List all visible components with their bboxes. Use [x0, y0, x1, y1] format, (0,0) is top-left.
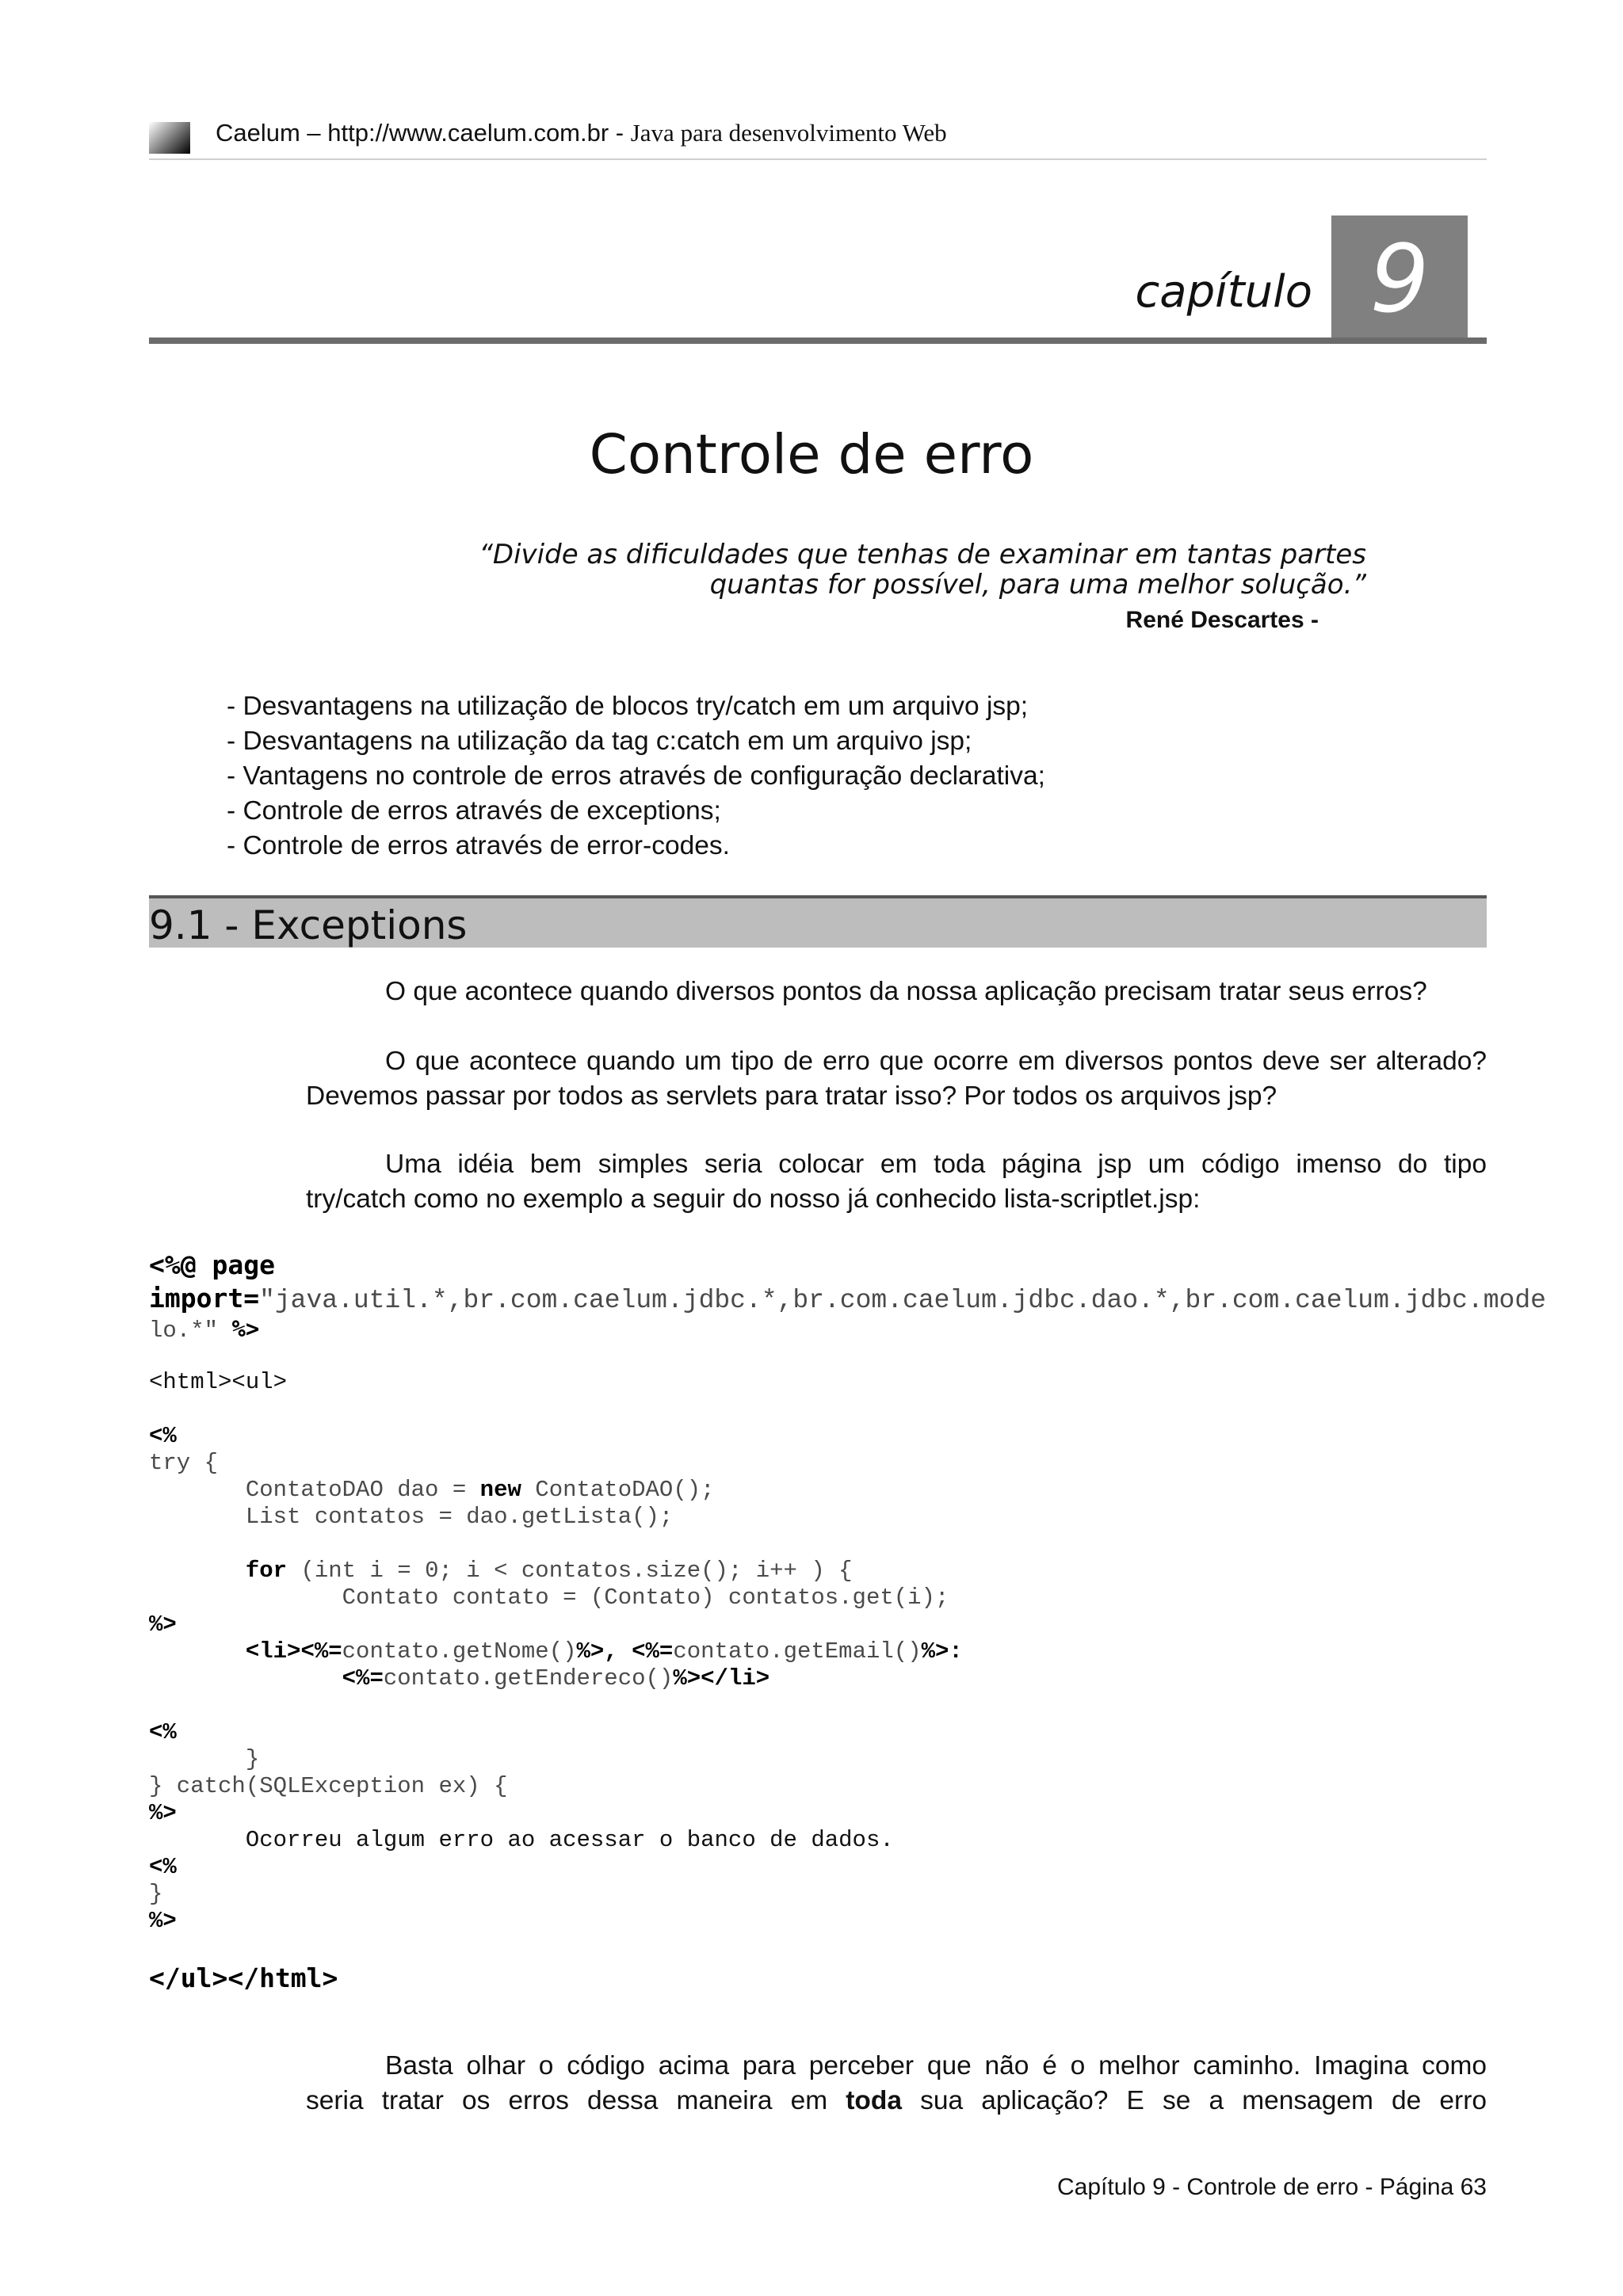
code-blank	[149, 1692, 1546, 1719]
code-line: Contato contato = (Contato) contatos.get(i);	[149, 1585, 949, 1611]
paragraph-2	[306, 1044, 1487, 1114]
chapter-topics	[227, 689, 1045, 864]
paragraph-2-line-1: O que acontece quando um tipo de erro que ocorre em diversos pontos deve ser alterado?	[385, 1047, 1487, 1076]
epigraph-author: René Descartes -	[1125, 607, 1319, 633]
page-footer: Capítulo 9 - Controle de erro - Página 63	[1057, 2174, 1487, 2200]
code-line: import="java.util.*,br.com.caelum.jdbc.*,br.com.caelum.jdbc.dao.*,br.com.caelum.jdbc.mode	[149, 1283, 1546, 1315]
topic-item: - Vantagens no controle de erros através de configuração declarativa;	[227, 761, 1045, 791]
code-line: <%@ page	[149, 1249, 275, 1280]
chapter-title: Controle de erro	[589, 423, 1034, 486]
code-line: <%	[149, 1719, 177, 1745]
code-line: } catch(SQLException ex) {	[149, 1773, 508, 1799]
code-line: <%=contato.getEndereco()%></li>	[342, 1665, 770, 1691]
code-blank	[149, 1935, 1546, 1962]
code-line: lo.*" %>	[149, 1315, 260, 1344]
paragraph-3-line-1: Uma idéia bem simples seria colocar em toda página jsp um código imenso do tipo	[385, 1150, 1487, 1179]
code-blank	[149, 1396, 1546, 1423]
code-line: ContatoDAO dao = new ContatoDAO();	[149, 1477, 715, 1503]
code-line: for (int i = 0; i < contatos.size(); i++ ) {	[245, 1558, 853, 1584]
header-divider	[149, 158, 1487, 160]
code-line: </ul></html>	[149, 1962, 338, 1993]
code-line: %>	[149, 1611, 177, 1638]
code-line: <%	[149, 1854, 177, 1880]
epigraph-line-2: quantas for possível, para uma melhor solução.”	[709, 569, 1366, 601]
code-blank	[149, 1531, 1546, 1558]
code-line: %>	[149, 1908, 177, 1934]
topic-item: - Desvantagens na utilização de blocos try/catch em um arquivo jsp;	[227, 692, 1029, 721]
code-line: <%	[149, 1423, 177, 1449]
topic-item: - Controle de erros através de exceptions;	[227, 796, 721, 826]
code-line: }	[149, 1746, 260, 1772]
code-line: List contatos = dao.getLista();	[149, 1504, 674, 1530]
header-book-title: Java para desenvolvimento Web	[630, 119, 947, 147]
chapter-divider	[149, 338, 1487, 344]
code-line: Ocorreu algum erro ao acessar o banco de dados.	[149, 1827, 894, 1853]
section-title: 9.1 - Exceptions	[149, 902, 468, 948]
code-blank	[149, 1342, 1546, 1369]
paragraph-4	[306, 2049, 1487, 2119]
paragraph-3	[306, 1147, 1487, 1217]
code-line: <li><%=contato.getNome()%>, <%=contato.getEmail()%>:	[245, 1638, 963, 1665]
code-listing	[149, 1249, 1546, 1995]
epigraph-line-1: “Divide as dificuldades que tenhas de examinar em tantas partes	[479, 539, 1366, 570]
running-header	[216, 119, 947, 147]
header-site: Caelum – http://www.caelum.com.br -	[216, 119, 631, 147]
paragraph-4-line-1: Basta olhar o código acima para perceber que não é o melhor caminho. Imagina como	[385, 2051, 1487, 2081]
code-line: %>	[149, 1800, 177, 1826]
topic-item: - Desvantagens na utilização da tag c:catch em um arquivo jsp;	[227, 727, 972, 756]
caelum-logo	[149, 122, 190, 154]
chapter-number: 9	[1331, 215, 1468, 342]
paragraph-2-line-2: Devemos passar por todos as servlets para tratar isso? Por todos os arquivos jsp?	[306, 1081, 1277, 1111]
code-line: }	[149, 1881, 163, 1907]
paragraph-4-line-2: seria tratar os erros dessa maneira em toda sua aplicação? E se a mensagem de erro	[306, 2086, 1487, 2115]
code-line: <html><ul>	[149, 1369, 288, 1395]
chapter-label: capítulo	[1135, 266, 1312, 318]
topic-item: - Controle de erros através de error-codes.	[227, 831, 730, 860]
paragraph-1: O que acontece quando diversos pontos da nossa aplicação precisam tratar seus erros?	[385, 977, 1427, 1006]
emphasis-toda: toda	[846, 2086, 902, 2115]
code-line: try {	[149, 1450, 219, 1476]
paragraph-3-line-2: try/catch como no exemplo a seguir do nosso já conhecido lista-scriptlet.jsp:	[306, 1184, 1201, 1214]
